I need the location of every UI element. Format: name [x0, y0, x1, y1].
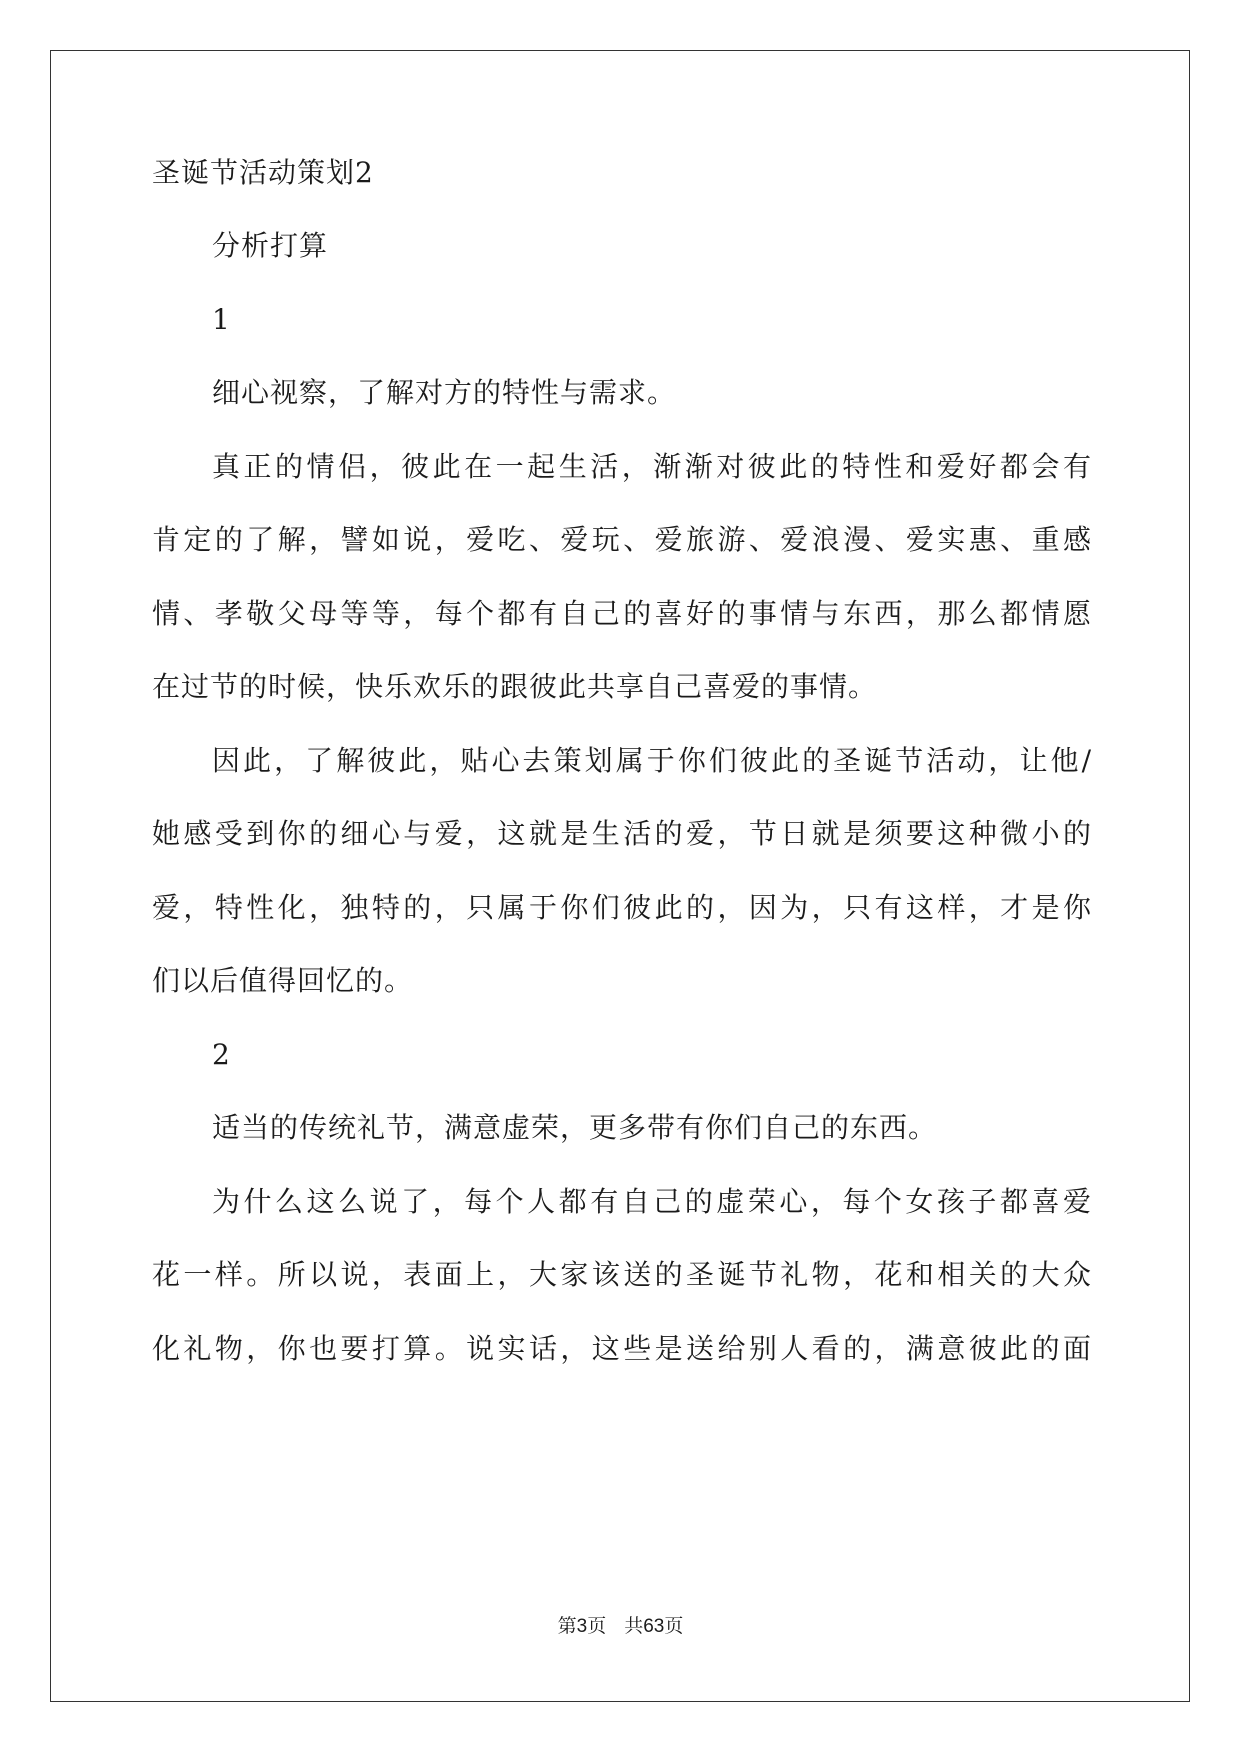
paragraph-line: 花一样。所以说，表面上，大家该送的圣诞节礼物，花和相关的大众	[152, 1258, 1092, 1291]
paragraph-line: 爱，特性化，独特的，只属于你们彼此的，因为，只有这样，才是你	[152, 891, 1092, 924]
section-number: 1	[212, 303, 231, 336]
page-border	[50, 50, 1190, 1702]
paragraph-line: 肯定的了解，譬如说，爱吃、爱玩、爱旅游、爱浪漫、爱实惠、重感	[152, 523, 1092, 556]
footer-page-suffix: 页	[587, 1616, 607, 1637]
paragraph-line: 为什么这么说了，每个人都有自己的虚荣心，每个女孩子都喜爱	[212, 1185, 1092, 1218]
paragraph-line: 在过节的时候，快乐欢乐的跟彼此共享自己喜爱的事情。	[152, 670, 878, 703]
footer-total-pages: 63	[643, 1616, 665, 1637]
section-subtitle: 分析打算	[212, 229, 329, 262]
footer-page-prefix: 第	[557, 1616, 577, 1637]
paragraph-line: 因此，了解彼此，贴心去策划属于你们彼此的圣诞节活动，让他/	[212, 744, 1092, 777]
section-number: 2	[212, 1038, 231, 1071]
section-heading: 细心视察，了解对方的特性与需求。	[212, 376, 677, 409]
paragraph-line: 情、孝敬父母等等，每个都有自己的喜好的事情与东西，那么都情愿	[152, 597, 1092, 630]
paragraph-line: 化礼物，你也要打算。说实话，这些是送给别人看的，满意彼此的面	[152, 1332, 1092, 1365]
page-footer	[0, 1614, 1241, 1639]
footer-total-prefix: 共	[624, 1616, 644, 1637]
section-heading: 适当的传统礼节，满意虚荣，更多带有你们自己的东西。	[212, 1111, 938, 1144]
paragraph-line: 真正的情侣，彼此在一起生活，渐渐对彼此的特性和爱好都会有	[212, 450, 1092, 483]
paragraph-line: 们以后值得回忆的。	[152, 964, 414, 997]
footer-total-suffix: 页	[664, 1616, 684, 1637]
paragraph-line: 她感受到你的细心与爱，这就是生活的爱，节日就是须要这种微小的	[152, 817, 1092, 850]
footer-page-number: 3	[576, 1616, 588, 1637]
document-title: 圣诞节活动策划2	[152, 156, 374, 189]
